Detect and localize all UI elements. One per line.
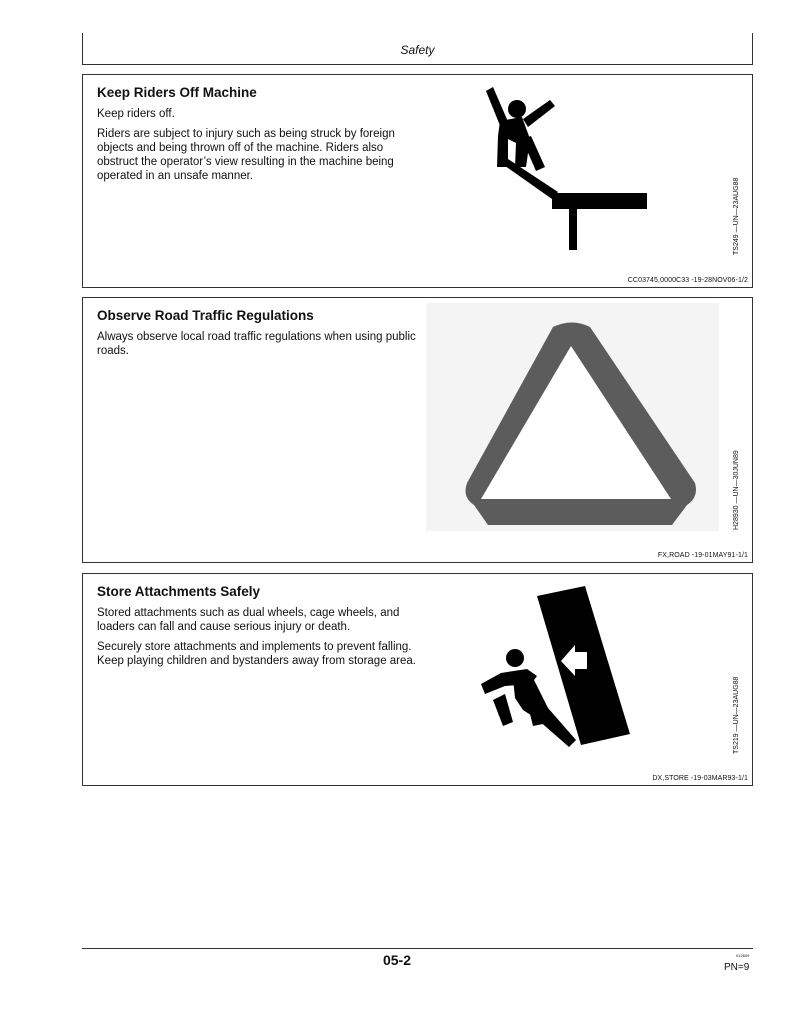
section-title: Store Attachments Safely [97, 584, 261, 599]
reference-code: DX,STORE -19-03MAR93-1/1 [652, 775, 748, 782]
section-body [97, 606, 427, 674]
page-number: 05-2 [382, 952, 412, 968]
header-rule-bottom [82, 64, 753, 65]
image-code: TS249 —UN—23AUG88 [733, 177, 740, 255]
paragraph: Keep riders off. [97, 108, 175, 120]
image-code: H28930 —UN—30JUN89 [733, 450, 740, 530]
reference-code: CC03745,0000C33 -19-28NOV06-1/2 [627, 277, 748, 284]
reference-code: FX,ROAD -19-01MAY91-1/1 [657, 552, 748, 559]
pn-label: PN=9 [724, 962, 750, 973]
paragraph: Riders are subject to injury such as being struck by foreign objects and being thrown off of the machine. Riders also obstruct the operator’s view resulting in the machine being operated in an unsafe manner. [97, 128, 395, 182]
page-header-title: Safety [400, 43, 435, 57]
section-title: Keep Riders Off Machine [97, 85, 257, 100]
slow-moving-vehicle-triangle-icon [426, 303, 719, 531]
paragraph: Securely store attachments and implements to prevent falling. Keep playing children and bystanders away from storage area. [97, 641, 416, 667]
paragraph: Always observe local road traffic regulations when using public roads. [97, 331, 416, 357]
image-code: TS219 —UN—23AUG88 [733, 676, 740, 754]
small-code: 012609 [736, 953, 750, 958]
section-body [97, 330, 427, 364]
section-store-attachments [82, 573, 753, 786]
footer-rule [82, 948, 753, 949]
rider-thrown-off-icon [478, 81, 658, 253]
section-keep-riders-off [82, 74, 753, 288]
section-body [97, 107, 427, 189]
section-title: Observe Road Traffic Regulations [97, 308, 314, 323]
paragraph: Stored attachments such as dual wheels, cage wheels, and loaders can fall and cause serious injury or death. [97, 607, 400, 633]
section-road-traffic [82, 297, 753, 563]
falling-attachment-icon [475, 582, 635, 752]
